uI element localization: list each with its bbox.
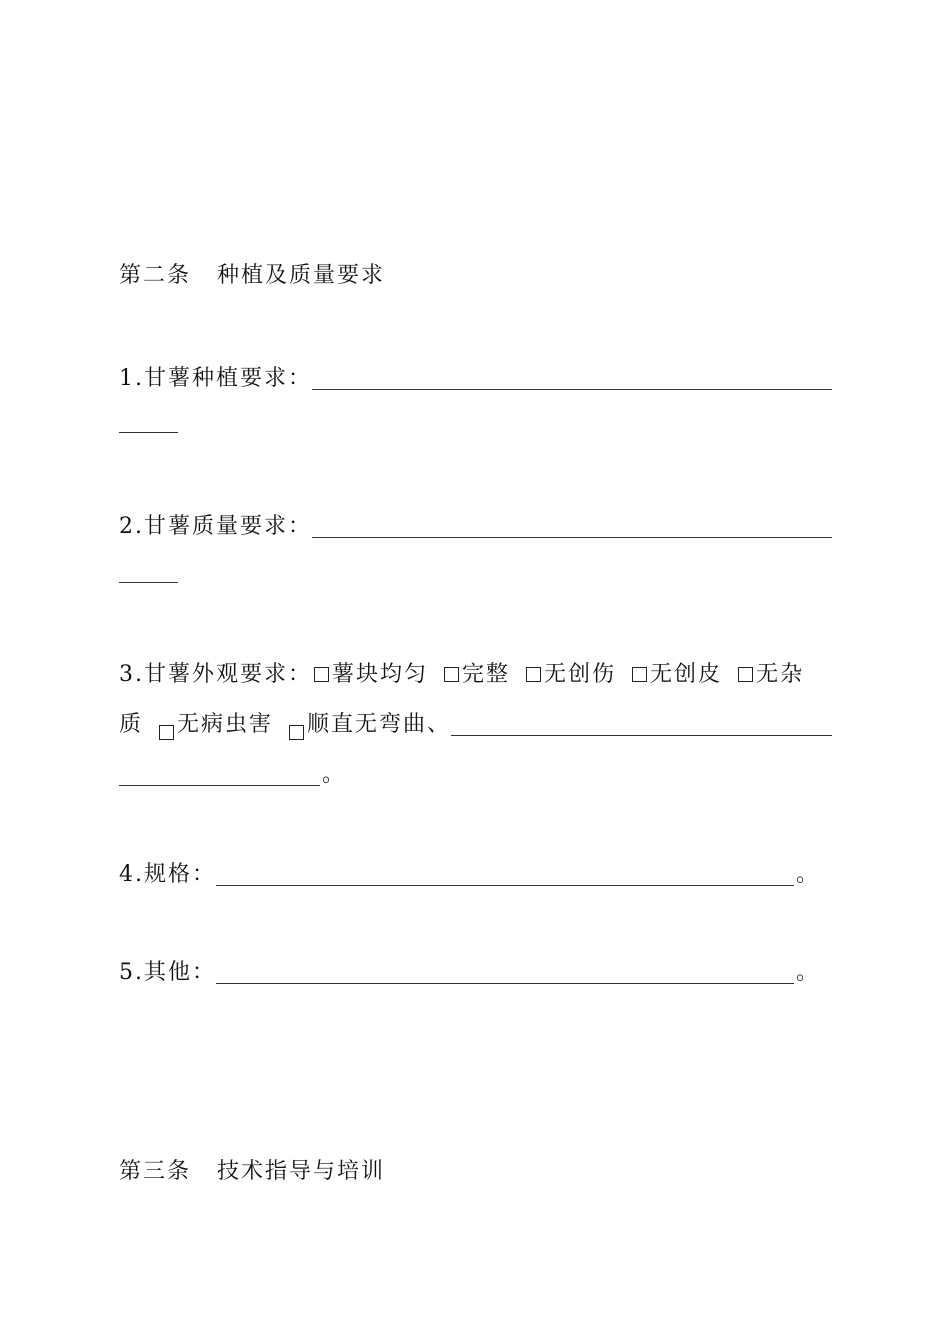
checkbox-label: 无杂 xyxy=(756,662,805,687)
item-appearance xyxy=(119,660,804,690)
blank-field[interactable] xyxy=(216,865,794,886)
checkbox-label: 无创皮 xyxy=(650,662,723,687)
item-quality-continued xyxy=(119,562,832,587)
item-appearance-end xyxy=(119,760,832,790)
item-quality xyxy=(119,512,832,542)
section-heading-3 xyxy=(119,1157,832,1187)
checkbox[interactable] xyxy=(289,725,304,740)
checkbox-label: 无创伤 xyxy=(544,662,617,687)
blank-field[interactable] xyxy=(312,369,832,390)
section-title: 种植及质量要求 xyxy=(217,263,386,288)
checkbox[interactable] xyxy=(632,667,647,682)
blank-field[interactable] xyxy=(312,517,832,538)
blank-field[interactable] xyxy=(119,765,320,786)
blank-field[interactable] xyxy=(216,963,794,984)
section-heading-2 xyxy=(119,261,832,291)
item-label: 2.甘薯质量要求： xyxy=(119,514,312,539)
item-label: 1.甘薯种植要求： xyxy=(119,366,312,391)
checkbox[interactable] xyxy=(738,667,753,682)
item-appearance-continued xyxy=(119,710,832,740)
checkbox-label: 质 xyxy=(119,712,144,737)
checkbox[interactable] xyxy=(526,667,541,682)
checkbox[interactable] xyxy=(444,667,459,682)
item-planting xyxy=(119,364,832,394)
period: 。 xyxy=(322,762,347,787)
item-planting-continued xyxy=(119,412,832,437)
period: 。 xyxy=(795,960,820,985)
checkbox[interactable] xyxy=(159,725,174,740)
item-spec xyxy=(119,860,820,890)
period: 。 xyxy=(795,862,820,887)
section-label: 第二条 xyxy=(119,263,192,288)
section-label: 第三条 xyxy=(119,1159,192,1184)
blank-field[interactable] xyxy=(451,715,832,736)
checkbox-label: 顺直无弯曲、 xyxy=(307,712,452,737)
blank-field[interactable] xyxy=(119,412,178,433)
item-other xyxy=(119,958,820,988)
checkbox-label: 薯块均匀 xyxy=(332,662,429,687)
item-label: 4.规格： xyxy=(119,862,216,887)
checkbox[interactable] xyxy=(314,667,329,682)
section-title: 技术指导与培训 xyxy=(217,1159,386,1184)
blank-field[interactable] xyxy=(119,562,178,583)
item-label: 5.其他： xyxy=(119,960,216,985)
item-label: 3.甘薯外观要求： xyxy=(119,662,312,687)
checkbox-label: 完整 xyxy=(462,662,511,687)
checkbox-label: 无病虫害 xyxy=(177,712,274,737)
